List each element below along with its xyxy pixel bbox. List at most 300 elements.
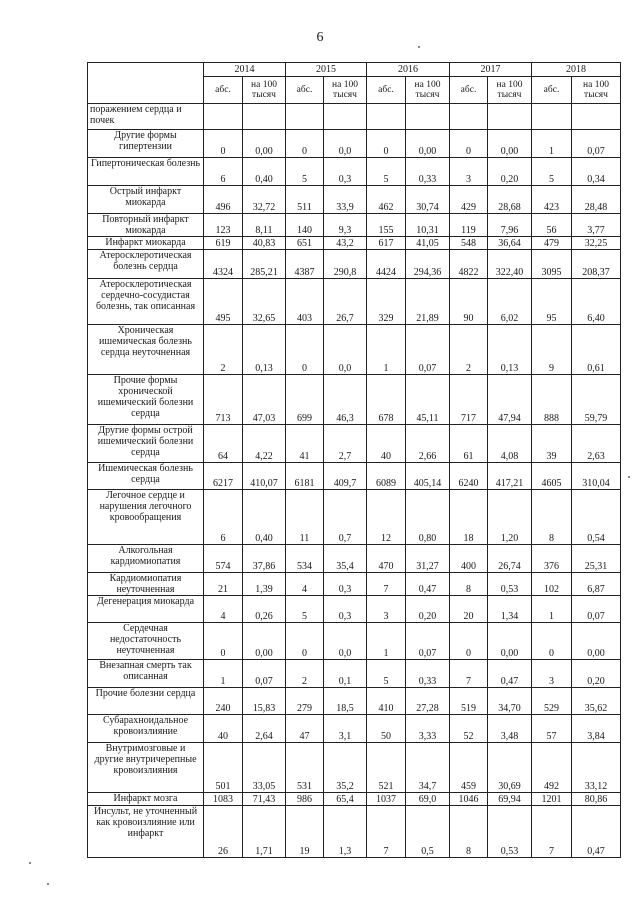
- abs-value: 1: [204, 660, 243, 688]
- rate-value: 3,48: [488, 715, 532, 743]
- abs-value: 7: [450, 660, 488, 688]
- rate-value: 0,13: [243, 325, 286, 375]
- abs-value: 495: [204, 279, 243, 325]
- cause-name: Субарахноидальное кровоизлияние: [88, 715, 204, 743]
- table-row: [88, 463, 621, 490]
- per100k-header: на 100 тысяч: [488, 77, 532, 104]
- abs-value: 5: [367, 158, 406, 186]
- rate-value: 41,05: [406, 237, 450, 250]
- abs-value: 699: [286, 375, 324, 425]
- rate-value: 0,20: [572, 660, 621, 688]
- rate-value: 0,34: [572, 158, 621, 186]
- abs-value: 26: [204, 806, 243, 858]
- rate-value: 2,63: [572, 425, 621, 463]
- abs-header: абс.: [367, 77, 406, 104]
- rate-value: 0,07: [406, 325, 450, 375]
- abs-value: [532, 104, 572, 130]
- rate-value: 322,40: [488, 250, 532, 279]
- abs-value: [367, 104, 406, 130]
- cause-name: Инфаркт мозга: [88, 793, 204, 806]
- abs-value: 1: [532, 596, 572, 623]
- rate-value: 69,0: [406, 793, 450, 806]
- abs-value: 4324: [204, 250, 243, 279]
- rate-value: 71,43: [243, 793, 286, 806]
- rate-value: 4,08: [488, 425, 532, 463]
- scan-mark: [29, 862, 31, 864]
- cause-name: Атеросклеротическая болезнь сердца: [88, 250, 204, 279]
- rate-value: 3,84: [572, 715, 621, 743]
- cause-name: Прочие формы хронической ишемический болезни сердца: [88, 375, 204, 425]
- table-row: [88, 250, 621, 279]
- rate-value: 0,5: [406, 806, 450, 858]
- cause-name: Гипертоническая болезнь: [88, 158, 204, 186]
- abs-value: 1: [532, 130, 572, 158]
- abs-value: 4605: [532, 463, 572, 490]
- rate-value: 26,7: [324, 279, 367, 325]
- rate-value: 0,07: [406, 623, 450, 660]
- abs-value: 0: [204, 623, 243, 660]
- rate-value: 6,02: [488, 279, 532, 325]
- rate-value: 30,69: [488, 743, 532, 793]
- abs-value: 3095: [532, 250, 572, 279]
- rate-value: 0,40: [243, 490, 286, 545]
- abs-value: 429: [450, 186, 488, 214]
- abs-value: 717: [450, 375, 488, 425]
- table-row: [88, 743, 621, 793]
- abs-value: 529: [532, 688, 572, 715]
- abs-value: [286, 104, 324, 130]
- abs-value: 459: [450, 743, 488, 793]
- per100k-header: на 100 тысяч: [243, 77, 286, 104]
- abs-value: 462: [367, 186, 406, 214]
- abs-value: 329: [367, 279, 406, 325]
- rate-value: 8,11: [243, 214, 286, 237]
- abs-value: 0: [286, 325, 324, 375]
- rate-value: 0,0: [324, 130, 367, 158]
- abs-value: 3: [367, 596, 406, 623]
- rate-value: 0,26: [243, 596, 286, 623]
- abs-value: 9: [532, 325, 572, 375]
- abs-value: 376: [532, 545, 572, 573]
- rate-value: 2,64: [243, 715, 286, 743]
- rate-value: [324, 104, 367, 130]
- abs-value: 5: [286, 596, 324, 623]
- abs-value: 4822: [450, 250, 488, 279]
- rate-value: 36,64: [488, 237, 532, 250]
- rate-value: 33,9: [324, 186, 367, 214]
- rate-value: 0,07: [572, 596, 621, 623]
- abs-value: 0: [286, 623, 324, 660]
- table-row: [88, 793, 621, 806]
- mortality-table: [87, 62, 621, 858]
- rate-value: 31,27: [406, 545, 450, 573]
- rate-value: 15,83: [243, 688, 286, 715]
- abs-value: 713: [204, 375, 243, 425]
- rate-value: [406, 104, 450, 130]
- rate-value: 3,33: [406, 715, 450, 743]
- abs-value: 39: [532, 425, 572, 463]
- abs-value: 0: [367, 130, 406, 158]
- rate-value: 1,71: [243, 806, 286, 858]
- abs-value: 6: [204, 490, 243, 545]
- abs-value: 0: [286, 130, 324, 158]
- cause-name: Внутримозговые и другие внутричерепные кровоизлияния: [88, 743, 204, 793]
- abs-header: абс.: [286, 77, 324, 104]
- rate-value: 0,13: [488, 325, 532, 375]
- abs-value: 240: [204, 688, 243, 715]
- table-row: [88, 545, 621, 573]
- rate-value: 0,47: [488, 660, 532, 688]
- rate-value: 0,61: [572, 325, 621, 375]
- rate-value: [572, 104, 621, 130]
- rate-value: 4,22: [243, 425, 286, 463]
- corner-cell: [88, 63, 204, 104]
- cause-name: Инсульт, не уточненный как кровоизлияние или инфаркт: [88, 806, 204, 858]
- rate-value: 35,62: [572, 688, 621, 715]
- rate-value: 30,74: [406, 186, 450, 214]
- abs-value: 11: [286, 490, 324, 545]
- table-row: [88, 660, 621, 688]
- rate-value: 6,87: [572, 573, 621, 596]
- per100k-header: на 100 тысяч: [406, 77, 450, 104]
- table-row: [88, 596, 621, 623]
- rate-value: 409,7: [324, 463, 367, 490]
- rate-value: 33,05: [243, 743, 286, 793]
- scan-mark: [47, 883, 49, 885]
- rate-value: 27,28: [406, 688, 450, 715]
- rate-value: 34,7: [406, 743, 450, 793]
- rate-value: 9,3: [324, 214, 367, 237]
- rate-value: 0,07: [572, 130, 621, 158]
- rate-value: 3,1: [324, 715, 367, 743]
- abs-value: 7: [532, 806, 572, 858]
- rate-value: 285,21: [243, 250, 286, 279]
- cause-name: Кардиомиопатия неуточненная: [88, 573, 204, 596]
- abs-value: 90: [450, 279, 488, 325]
- rate-value: 0,07: [243, 660, 286, 688]
- table-row: [88, 425, 621, 463]
- cause-name: Дегенерация миокарда: [88, 596, 204, 623]
- rate-value: 410,07: [243, 463, 286, 490]
- rate-value: 0,0: [324, 623, 367, 660]
- table-row: [88, 158, 621, 186]
- cause-name: Другие формы острой ишемический болезни сердца: [88, 425, 204, 463]
- table-row: [88, 806, 621, 858]
- table-row: [88, 623, 621, 660]
- abs-value: 2: [286, 660, 324, 688]
- rate-value: 0,00: [488, 130, 532, 158]
- abs-value: 619: [204, 237, 243, 250]
- abs-value: 6240: [450, 463, 488, 490]
- table-row: [88, 490, 621, 545]
- year-header: 2018: [532, 63, 621, 77]
- abs-value: 20: [450, 596, 488, 623]
- abs-value: 52: [450, 715, 488, 743]
- abs-value: 6181: [286, 463, 324, 490]
- rate-value: 290,8: [324, 250, 367, 279]
- rate-value: 28,68: [488, 186, 532, 214]
- abs-value: 123: [204, 214, 243, 237]
- rate-value: 0,33: [406, 158, 450, 186]
- rate-value: 26,74: [488, 545, 532, 573]
- cause-name: поражением сердца и почек: [88, 104, 204, 130]
- abs-value: 403: [286, 279, 324, 325]
- rate-value: 0,47: [572, 806, 621, 858]
- abs-value: 6089: [367, 463, 406, 490]
- abs-value: 8: [450, 573, 488, 596]
- rate-value: 10,31: [406, 214, 450, 237]
- rate-value: 32,72: [243, 186, 286, 214]
- cause-name: Острый инфаркт миокарда: [88, 186, 204, 214]
- abs-value: 3: [450, 158, 488, 186]
- abs-value: 19: [286, 806, 324, 858]
- abs-value: 888: [532, 375, 572, 425]
- rate-value: 208,37: [572, 250, 621, 279]
- rate-value: 45,11: [406, 375, 450, 425]
- abs-value: 617: [367, 237, 406, 250]
- abs-value: 21: [204, 573, 243, 596]
- abs-value: 18: [450, 490, 488, 545]
- cause-name: Инфаркт миокарда: [88, 237, 204, 250]
- abs-value: 531: [286, 743, 324, 793]
- rate-value: 0,00: [243, 623, 286, 660]
- rate-value: 1,3: [324, 806, 367, 858]
- rate-value: 0,3: [324, 573, 367, 596]
- abs-value: 279: [286, 688, 324, 715]
- rate-value: 35,2: [324, 743, 367, 793]
- abs-value: 0: [204, 130, 243, 158]
- abs-value: [204, 104, 243, 130]
- rate-value: 18,5: [324, 688, 367, 715]
- rate-value: 310,04: [572, 463, 621, 490]
- table-row: [88, 130, 621, 158]
- abs-value: 0: [532, 623, 572, 660]
- rate-value: 47,03: [243, 375, 286, 425]
- abs-value: 470: [367, 545, 406, 573]
- abs-value: 496: [204, 186, 243, 214]
- rate-value: 37,86: [243, 545, 286, 573]
- rate-value: 65,4: [324, 793, 367, 806]
- abs-value: 47: [286, 715, 324, 743]
- abs-value: 1083: [204, 793, 243, 806]
- rate-value: [243, 104, 286, 130]
- rate-value: 28,48: [572, 186, 621, 214]
- abs-value: 3: [532, 660, 572, 688]
- abs-value: 4: [286, 573, 324, 596]
- year-header: 2017: [450, 63, 532, 77]
- table-row: [88, 279, 621, 325]
- rate-value: 0,54: [572, 490, 621, 545]
- rate-value: 0,80: [406, 490, 450, 545]
- abs-value: 2: [450, 325, 488, 375]
- abs-value: 40: [204, 715, 243, 743]
- rate-value: 33,12: [572, 743, 621, 793]
- rate-value: 2,66: [406, 425, 450, 463]
- abs-value: 511: [286, 186, 324, 214]
- abs-value: 6: [204, 158, 243, 186]
- rate-value: 43,2: [324, 237, 367, 250]
- per100k-header: на 100 тысяч: [572, 77, 621, 104]
- rate-value: 0,00: [572, 623, 621, 660]
- rate-value: 0,00: [243, 130, 286, 158]
- rate-value: 1,34: [488, 596, 532, 623]
- abs-value: 519: [450, 688, 488, 715]
- scan-mark: [418, 46, 420, 48]
- abs-value: 678: [367, 375, 406, 425]
- year-header-row: [88, 63, 621, 77]
- abs-value: 8: [450, 806, 488, 858]
- abs-value: 2: [204, 325, 243, 375]
- rate-value: 3,77: [572, 214, 621, 237]
- rate-value: 80,86: [572, 793, 621, 806]
- abs-value: 7: [367, 573, 406, 596]
- abs-header: абс.: [532, 77, 572, 104]
- abs-value: 5: [367, 660, 406, 688]
- abs-value: 41: [286, 425, 324, 463]
- rate-value: 69,94: [488, 793, 532, 806]
- rate-value: 0,47: [406, 573, 450, 596]
- cause-name: Сердечная недостаточность неуточненная: [88, 623, 204, 660]
- abs-value: 5: [532, 158, 572, 186]
- rate-value: 7,96: [488, 214, 532, 237]
- table-row: [88, 715, 621, 743]
- cause-name: Легочное сердце и нарушения легочного кровообращения: [88, 490, 204, 545]
- rate-value: 35,4: [324, 545, 367, 573]
- cause-name: Атеросклеротическая сердечно-сосудистая болезнь, так описанная: [88, 279, 204, 325]
- rate-value: 0,20: [488, 158, 532, 186]
- abs-value: 4387: [286, 250, 324, 279]
- abs-value: 1201: [532, 793, 572, 806]
- abs-value: 651: [286, 237, 324, 250]
- abs-value: 140: [286, 214, 324, 237]
- abs-value: 155: [367, 214, 406, 237]
- abs-value: 0: [450, 130, 488, 158]
- rate-value: 59,79: [572, 375, 621, 425]
- abs-value: 50: [367, 715, 406, 743]
- year-header: 2015: [286, 63, 367, 77]
- table-row: [88, 573, 621, 596]
- rate-value: 21,89: [406, 279, 450, 325]
- year-header: 2014: [204, 63, 286, 77]
- table-row: [88, 375, 621, 425]
- table-row: [88, 688, 621, 715]
- table-row: [88, 186, 621, 214]
- page-number: 6: [316, 30, 324, 45]
- cause-name: Внезапная смерть так описанная: [88, 660, 204, 688]
- abs-value: 1: [367, 623, 406, 660]
- rate-value: 32,65: [243, 279, 286, 325]
- cause-name: Другие формы гипертензии: [88, 130, 204, 158]
- abs-value: 4: [204, 596, 243, 623]
- rate-value: [488, 104, 532, 130]
- rate-value: 34,70: [488, 688, 532, 715]
- rate-value: 0,20: [406, 596, 450, 623]
- rate-value: 0,00: [488, 623, 532, 660]
- abs-value: 501: [204, 743, 243, 793]
- cause-name: Алкогольная кардиомиопатия: [88, 545, 204, 573]
- abs-value: 8: [532, 490, 572, 545]
- abs-value: [450, 104, 488, 130]
- abs-value: 548: [450, 237, 488, 250]
- abs-value: 61: [450, 425, 488, 463]
- abs-value: 574: [204, 545, 243, 573]
- abs-value: 1: [367, 325, 406, 375]
- abs-header: абс.: [204, 77, 243, 104]
- rate-value: 0,33: [406, 660, 450, 688]
- cause-name: Повторный инфаркт миокарда: [88, 214, 204, 237]
- abs-value: 492: [532, 743, 572, 793]
- table-row: [88, 214, 621, 237]
- abs-value: 40: [367, 425, 406, 463]
- rate-value: 0,3: [324, 596, 367, 623]
- abs-value: 64: [204, 425, 243, 463]
- abs-value: 986: [286, 793, 324, 806]
- table-row: [88, 104, 621, 130]
- rate-value: 1,39: [243, 573, 286, 596]
- abs-value: 119: [450, 214, 488, 237]
- rate-value: 0,0: [324, 325, 367, 375]
- rate-value: 417,21: [488, 463, 532, 490]
- rate-value: 405,14: [406, 463, 450, 490]
- rate-value: 2,7: [324, 425, 367, 463]
- abs-value: 56: [532, 214, 572, 237]
- abs-header: абс.: [450, 77, 488, 104]
- scan-mark: [628, 476, 630, 478]
- cause-name: Хроническая ишемическая болезнь сердца неуточненная: [88, 325, 204, 375]
- rate-value: 6,40: [572, 279, 621, 325]
- abs-value: 423: [532, 186, 572, 214]
- rate-value: 0,1: [324, 660, 367, 688]
- table-row: [88, 237, 621, 250]
- rate-value: 0,3: [324, 158, 367, 186]
- per100k-header: на 100 тысяч: [324, 77, 367, 104]
- abs-value: 102: [532, 573, 572, 596]
- rate-value: 40,83: [243, 237, 286, 250]
- rate-value: 46,3: [324, 375, 367, 425]
- cause-name: Ишемическая болезнь сердца: [88, 463, 204, 490]
- rate-value: 0,7: [324, 490, 367, 545]
- abs-value: 534: [286, 545, 324, 573]
- rate-value: 0,00: [406, 130, 450, 158]
- rate-value: 0,53: [488, 573, 532, 596]
- abs-value: 410: [367, 688, 406, 715]
- rate-value: 1,20: [488, 490, 532, 545]
- abs-value: 5: [286, 158, 324, 186]
- rate-value: 47,94: [488, 375, 532, 425]
- abs-value: 57: [532, 715, 572, 743]
- abs-value: 7: [367, 806, 406, 858]
- abs-value: 1037: [367, 793, 406, 806]
- table-row: [88, 325, 621, 375]
- abs-value: 400: [450, 545, 488, 573]
- table-body: [88, 104, 621, 858]
- abs-value: 1046: [450, 793, 488, 806]
- abs-value: 4424: [367, 250, 406, 279]
- cause-name: Прочие болезни сердца: [88, 688, 204, 715]
- rate-value: 25,31: [572, 545, 621, 573]
- rate-value: 0,53: [488, 806, 532, 858]
- abs-value: 479: [532, 237, 572, 250]
- abs-value: 521: [367, 743, 406, 793]
- abs-value: 0: [450, 623, 488, 660]
- abs-value: 6217: [204, 463, 243, 490]
- abs-value: 95: [532, 279, 572, 325]
- rate-value: 0,40: [243, 158, 286, 186]
- abs-value: 12: [367, 490, 406, 545]
- rate-value: 294,36: [406, 250, 450, 279]
- rate-value: 32,25: [572, 237, 621, 250]
- year-header: 2016: [367, 63, 450, 77]
